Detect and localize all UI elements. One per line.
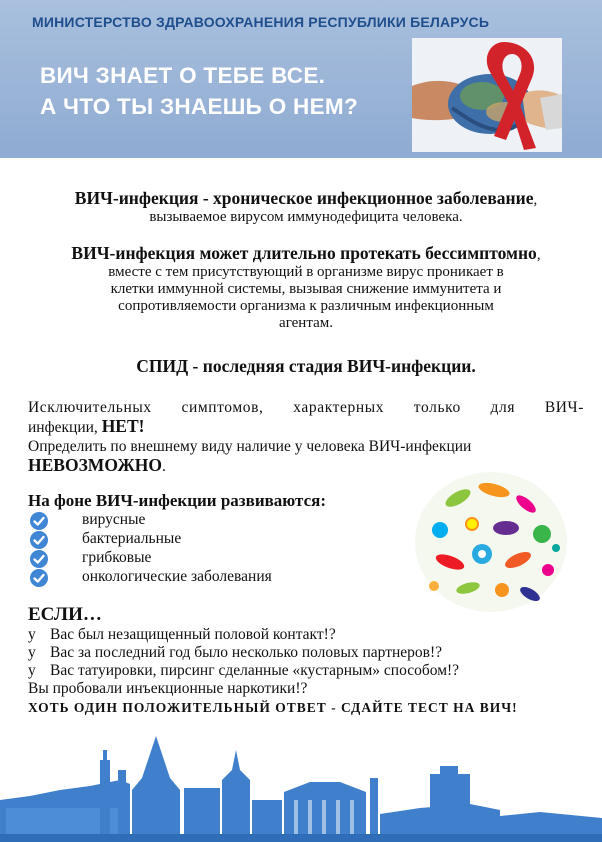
- list-item-label: онкологические заболевания: [82, 568, 272, 585]
- questions-list: [28, 626, 459, 698]
- check-circle-icon: [30, 569, 48, 587]
- aids-statement: СПИД - последняя стадия ВИЧ-инфекции.: [136, 356, 476, 376]
- header-banner: [0, 0, 602, 158]
- question-text: Вас был незащищенный половой контакт!?: [50, 626, 336, 643]
- paragraph1-lead-tail: ,: [533, 192, 538, 208]
- question-text: Вас за последний год было несколько половых партнеров!?: [50, 644, 443, 661]
- question-item: [28, 662, 459, 680]
- check-circle-icon: [30, 531, 48, 549]
- paragraph2-lead: ВИЧ-инфекция может длительно протекать бессимптомно: [71, 243, 537, 263]
- question-marker: у: [28, 644, 36, 661]
- city-skyline-icon: [0, 730, 602, 842]
- paragraph-asymptomatic: [28, 245, 584, 332]
- question-marker: у: [28, 662, 36, 679]
- question-item: [28, 644, 459, 662]
- hands-ribbon-icon: [412, 38, 562, 152]
- symptoms-no: НЕТ!: [101, 416, 145, 436]
- paragraph-hiv-definition: [28, 190, 584, 226]
- list-item-label: грибковые: [82, 549, 152, 566]
- paragraph1-lead: ВИЧ-инфекция - хроническое инфекционное заболевание: [74, 188, 534, 208]
- list-item-label: бактериальные: [82, 530, 182, 547]
- paragraph2-line-4: сопротивляемости организма к различным инфекционным: [118, 298, 494, 314]
- paragraph2-lead-tail: ,: [536, 247, 541, 263]
- symptoms-line-2-start: инфекции,: [28, 419, 102, 436]
- list-item-label: вирусные: [82, 511, 146, 528]
- paragraph1-rest: вызываемое вирусом иммунодефицита человека.: [149, 209, 463, 225]
- if-title: ЕСЛИ…: [28, 604, 102, 625]
- question-item-last: Вы пробовали инъекционные наркотики!?: [28, 680, 308, 697]
- paragraph2-line-2: вместе с тем присутствующий в организме вирус проникает в: [108, 264, 504, 280]
- diseases-title: На фоне ВИЧ-инфекции развиваются:: [28, 491, 327, 510]
- question-text: Вас татуировки, пирсинг сделанные «кустарным» способом!?: [50, 662, 460, 679]
- paragraph2-line-3: клетки иммунной системы, вызывая снижение иммунитета и: [110, 281, 502, 297]
- paragraph2-line-5: агентам.: [279, 315, 333, 331]
- headline: [40, 60, 358, 122]
- symptoms-line-4-end: .: [162, 458, 166, 475]
- check-circle-icon: [30, 550, 48, 568]
- symptoms-line-1: Исключительных симптомов, характерных только для ВИЧ-: [28, 399, 584, 416]
- symptoms-impossible: НЕВОЗМОЖНО: [28, 455, 163, 475]
- check-circle-icon: [30, 512, 48, 530]
- ministry-title: МИНИСТЕРСТВО ЗДРАВООХРАНЕНИЯ РЕСПУБЛИКИ БЕЛАРУСЬ: [32, 14, 490, 30]
- question-marker: у: [28, 626, 36, 643]
- symptoms-paragraph: [28, 398, 584, 476]
- headline-line-2: А ЧТО ТЫ ЗНАЕШЬ О НЕМ?: [40, 94, 358, 119]
- question-item: [28, 626, 459, 644]
- microbes-icon: [410, 468, 572, 616]
- headline-line-1: ВИЧ ЗНАЕТ О ТЕБЕ ВСЕ.: [40, 63, 326, 88]
- call-to-action: ХОТЬ ОДИН ПОЛОЖИТЕЛЬНЫЙ ОТВЕТ - СДАЙТЕ ТЕСТ НА ВИЧ!: [28, 700, 518, 715]
- symptoms-line-3: Определить по внешнему виду наличие у человека ВИЧ-инфекции: [28, 438, 472, 455]
